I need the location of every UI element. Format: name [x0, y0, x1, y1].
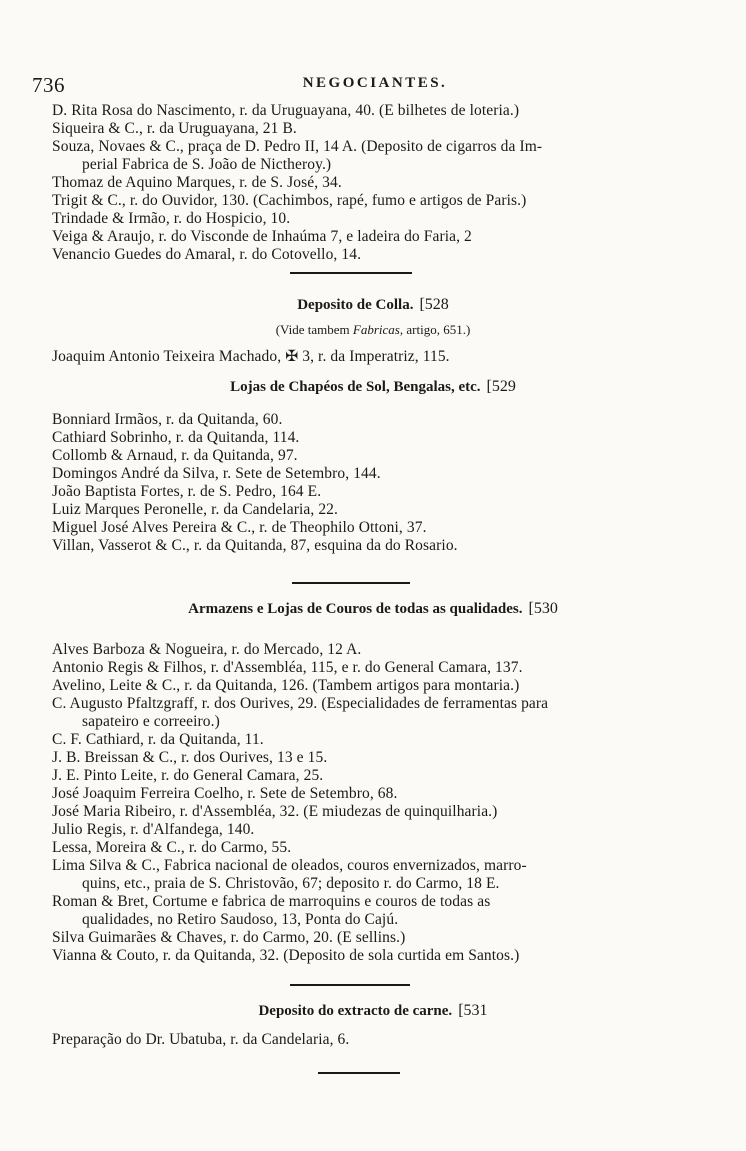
- list-item: Silva Guimarães & Chaves, r. do Carmo, 20. (E sellins.): [52, 929, 406, 946]
- list-item: Cathiard Sobrinho, r. da Quitanda, 114.: [52, 429, 300, 446]
- list-item: José Maria Ribeiro, r. d'Assembléa, 32. (E miudezas de quinquilharia.): [52, 803, 498, 820]
- list-item: C. F. Cathiard, r. da Quitanda, 11.: [52, 731, 264, 748]
- list-item: Miguel José Alves Pereira & C., r. de Theophilo Ottoni, 37.: [52, 519, 427, 536]
- section-number: [530: [528, 600, 558, 617]
- section-title: Lojas de Chapéos de Sol, Bengalas, etc.: [230, 379, 481, 395]
- list-item: Vianna & Couto, r. da Quitanda, 32. (Deposito de sola curtida em Santos.): [52, 947, 520, 964]
- list-item: Thomaz de Aquino Marques, r. de S. José, 34.: [52, 174, 342, 191]
- list-item: Collomb & Arnaud, r. da Quitanda, 97.: [52, 447, 298, 464]
- section-divider: [292, 582, 410, 584]
- list-item: Julio Regis, r. d'Alfandega, 140.: [52, 821, 255, 838]
- list-item: Venancio Guedes do Amaral, r. do Cotovello, 14.: [52, 246, 362, 263]
- list-item: João Baptista Fortes, r. de S. Pedro, 164 E.: [52, 483, 322, 500]
- list-item: Villan, Vasserot & C., r. da Quitanda, 87, esquina da do Rosario.: [52, 537, 458, 554]
- list-item: Antonio Regis & Filhos, r. d'Assembléa, 115, e r. do General Camara, 137.: [52, 659, 523, 676]
- section-title: Armazens e Lojas de Couros de todas as qualidades.: [188, 601, 523, 617]
- list-item: Domingos André da Silva, r. Sete de Setembro, 144.: [52, 465, 381, 482]
- list-item: Avelino, Leite & C., r. da Quitanda, 126. (Tambem artigos para montaria.): [52, 677, 520, 694]
- page-number: 736: [32, 73, 65, 97]
- running-title: NEGOCIANTES.: [302, 75, 448, 91]
- list-item: Trindade & Irmão, r. do Hospicio, 10.: [52, 210, 291, 227]
- list-item: Lessa, Moreira & C., r. do Carmo, 55.: [52, 839, 292, 856]
- section-title: Deposito de Colla.: [297, 297, 414, 313]
- list-item: Trigit & C., r. do Ouvidor, 130. (Cachimbos, rapé, fumo e artigos de Paris.): [52, 192, 527, 209]
- list-item: Veiga & Araujo, r. do Visconde de Inhaúma 7, e ladeira do Faria, 2: [52, 228, 472, 245]
- list-item: José Joaquim Ferreira Coelho, r. Sete de Setembro, 68.: [52, 785, 398, 802]
- section-title: Deposito do extracto de carne.: [258, 1003, 453, 1019]
- section-heading: [0, 378, 746, 396]
- list-item: Roman & Bret, Cortume e fabrica de marroquins e couros de todas as: [52, 893, 491, 910]
- section-divider: [290, 272, 412, 274]
- section-heading: [0, 1002, 746, 1020]
- section-number: [528: [419, 296, 449, 313]
- list-item: Siqueira & C., r. da Uruguayana, 21 B.: [52, 120, 297, 137]
- list-item: D. Rita Rosa do Nascimento, r. da Uruguayana, 40. (E bilhetes de loteria.): [52, 102, 520, 119]
- list-item-continuation: sapateiro e correeiro.): [82, 713, 220, 730]
- page-header: [30, 73, 720, 97]
- list-item: C. Augusto Pfaltzgraff, r. dos Ourives, 29. (Especialidades de ferramentas para: [52, 695, 549, 712]
- list-item-continuation: quins, etc., praia de S. Christovão, 67; deposito r. do Carmo, 18 E.: [82, 875, 500, 892]
- closing-rule: [318, 1072, 400, 1074]
- list-item-continuation: perial Fabrica de S. João de Nictheroy.): [82, 156, 332, 173]
- section-number: [529: [486, 378, 516, 395]
- section-heading: [0, 600, 746, 618]
- cross-reference-note: (Vide tambem Fabricas, artigo, 651.): [275, 322, 471, 337]
- list-item: Alves Barboza & Nogueira, r. do Mercado, 12 A.: [52, 641, 362, 658]
- list-item: Souza, Novaes & C., praça de D. Pedro II, 14 A. (Deposito de cigarros da Im-: [52, 138, 543, 155]
- list-item: Joaquim Antonio Teixeira Machado, ✠ 3, r. da Imperatriz, 115.: [52, 348, 450, 365]
- list-item: Preparação do Dr. Ubatuba, r. da Candelaria, 6.: [52, 1031, 350, 1048]
- list-item: J. E. Pinto Leite, r. do General Camara, 25.: [52, 767, 324, 784]
- list-item: Bonniard Irmãos, r. da Quitanda, 60.: [52, 411, 283, 428]
- section-number: [531: [458, 1002, 488, 1019]
- list-item-continuation: qualidades, no Retiro Saudoso, 13, Ponta do Cajú.: [82, 911, 399, 928]
- list-item: J. B. Breissan & C., r. dos Ourives, 13 e 15.: [52, 749, 328, 766]
- list-item: Luiz Marques Peronelle, r. da Candelaria, 22.: [52, 501, 338, 518]
- section-divider: [290, 984, 410, 986]
- section-heading: [0, 296, 746, 314]
- list-item: Lima Silva & C., Fabrica nacional de oleados, couros envernizados, marro-: [52, 857, 527, 874]
